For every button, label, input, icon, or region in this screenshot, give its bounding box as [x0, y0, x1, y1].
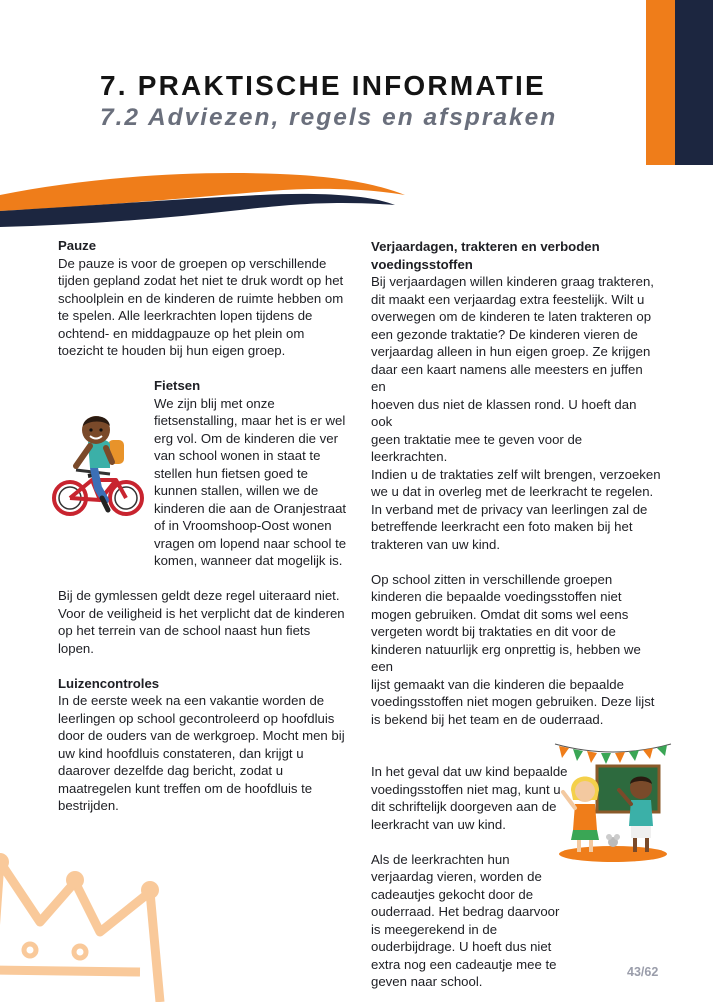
verjaardag-line: we u dat in overleg met de leerkracht te regelen.	[371, 484, 654, 499]
verjaardag-line: hoeven dus niet de klassen rond. U hoeft dan ook	[371, 396, 637, 429]
fietsen-line: erg vol. Om de kinderen die ver	[154, 430, 338, 446]
page-title: 7. PRAKTISCHE INFORMATIE	[100, 70, 546, 101]
fietsen-line: kinderen die aan de Oranjestraat	[154, 500, 347, 516]
cadeautjes-line: extra nog een cadeautje mee te	[371, 956, 557, 972]
voedingsstoffen-line: is bekend bij het team en de ouderraad.	[371, 711, 604, 727]
gym-line: Bij de gymlessen geldt deze regel uiteraard niet.	[58, 588, 340, 603]
fietsen-line: of in Vroomshoop-Oost wonen	[154, 518, 332, 533]
verjaardag-heading: Verjaardagen, trakteren en verboden	[371, 239, 600, 254]
luizen-heading: Luizencontroles	[58, 675, 160, 691]
cadeautjes-line: verjaardag vieren, worden de	[371, 869, 542, 884]
kids-celebrating-illustration	[553, 738, 673, 863]
fietsen-line: komen, wanneer dat mogelijk is.	[154, 553, 343, 568]
pauze-heading: Pauze	[58, 238, 97, 253]
left-column	[58, 237, 348, 815]
schriftelijk-line: leerkracht van uw kind.	[371, 816, 506, 832]
verjaardag-heading: voedingsstoffen	[371, 256, 473, 272]
right-column	[371, 238, 661, 991]
verjaardag-line: Bij verjaardagen willen kinderen graag trakteren,	[371, 274, 654, 289]
voedingsstoffen-line: vergeten wordt bij traktaties en dit voor de	[371, 624, 616, 639]
pauze-line: ochtend- en middagpauze op het plein om	[58, 325, 305, 341]
fietsen-line: fietsenstalling, maar het is er wel	[154, 413, 346, 428]
voedingsstoffen-line: lijst gemaakt van die kinderen die bepaalde	[371, 676, 624, 692]
page-number: 43/62	[627, 965, 659, 979]
cadeautjes-line: ouderbijdrage. U hoeft dus niet	[371, 939, 552, 954]
verjaardag-line: verjaardag alleen in hun eigen groep. Ze krijgen	[371, 344, 651, 359]
verjaardag-line: een gezonde traktatie? De kinderen vieren de	[371, 326, 638, 342]
fietsen-line: stellen hun fietsen goed te	[154, 465, 308, 481]
voedingsstoffen-line: mogen gebruiken. Omdat dit soms wel eens	[371, 606, 629, 622]
pauze-line: schoolplein en de kinderen de ruimte hebben om	[58, 290, 344, 306]
pauze-line: De pauze is voor de groepen op verschillende	[58, 255, 327, 271]
verjaardag-line: dit maakt een verjaardag extra feestelijk. Wilt u	[371, 291, 645, 307]
voedingsstoffen-line: voedingsstoffen niet mogen gebruiken. Deze lijst	[371, 694, 655, 709]
luizen-line: door de ouders van de werkgroep. Mocht men bij	[58, 728, 345, 743]
verjaardag-line: trakteren van uw kind.	[371, 536, 501, 552]
verjaardag-line: In verband met de privacy van leerlingen zal de	[371, 501, 648, 517]
verjaardag-line: betreffende leerkracht een foto maken bij het	[371, 519, 633, 534]
navy-accent-bar	[675, 0, 713, 165]
luizen-line: daarover dezelfde dag bericht, zodat u	[58, 763, 284, 778]
pauze-line: te spelen. Alle leerkrachten lopen tijdens de	[58, 308, 313, 323]
cadeautjes-line: is meegerekend in de	[371, 921, 498, 937]
fietsen-line: van school wonen in staat te	[154, 448, 321, 463]
verjaardag-line: geen traktatie mee te geven voor de leerkrachten.	[371, 431, 583, 464]
fietsen-line: kunnen stallen, willen we de	[154, 483, 319, 498]
verjaardag-line: daar een kaart namens alle meesters en juffen en	[371, 361, 643, 394]
cadeautjes-line: geven naar school.	[371, 974, 483, 989]
cadeautjes-line: ouderraad. Het bedrag daarvoor	[371, 904, 560, 919]
voedingsstoffen-line: Op school zitten in verschillende groepen	[371, 571, 613, 587]
luizen-line: leerlingen op school gecontroleerd op hoofdluis	[58, 710, 335, 726]
luizen-line: In de eerste week na een vakantie worden de	[58, 693, 325, 708]
verjaardag-line: overwegen om de kinderen te laten trakteren op	[371, 309, 652, 324]
luizen-line: bestrijden.	[58, 798, 119, 813]
cadeautjes-line: cadeautjes gekocht door de	[371, 886, 534, 902]
pauze-line: toezicht te houden bij hun eigen groep.	[58, 343, 286, 358]
schriftelijk-line: In het geval dat uw kind bepaalde	[371, 764, 568, 779]
verjaardag-line: Indien u de traktaties zelf wilt brengen, verzoeken	[371, 466, 661, 482]
header-swoosh	[0, 165, 420, 235]
orange-accent-bar	[646, 0, 675, 165]
fietsen-line: We zijn blij met onze	[154, 395, 275, 411]
schriftelijk-line: dit schriftelijk doorgeven aan de	[371, 799, 557, 814]
cadeautjes-line: Als de leerkrachten hun	[371, 851, 510, 867]
luizen-line: maatregelen kunt treffen om de hoofdluis te	[58, 780, 313, 796]
crown-decoration	[0, 852, 225, 1002]
voedingsstoffen-line: kinderen natuurlijk erg onprettig is, hebben we een	[371, 641, 641, 674]
fietsen-heading: Fietsen	[154, 378, 201, 393]
gym-line: op het terrein van de school naast hun fiets lopen.	[58, 623, 311, 656]
page-subtitle: 7.2 Adviezen, regels en afspraken	[100, 104, 558, 131]
schriftelijk-line: voedingsstoffen niet mag, kunt u	[371, 781, 561, 797]
voedingsstoffen-line: kinderen die bepaalde voedingsstoffen niet	[371, 589, 622, 604]
boy-on-bike-illustration	[50, 410, 148, 525]
fietsen-line: vragen om lopend naar school te	[154, 535, 347, 551]
pauze-line: tijden gepland zodat het niet te druk wordt op het	[58, 273, 344, 288]
gym-line: Voor de veiligheid is het verplicht dat de kinderen	[58, 605, 345, 621]
luizen-line: uw kind hoofdluis constateren, dan krijgt u	[58, 745, 304, 761]
